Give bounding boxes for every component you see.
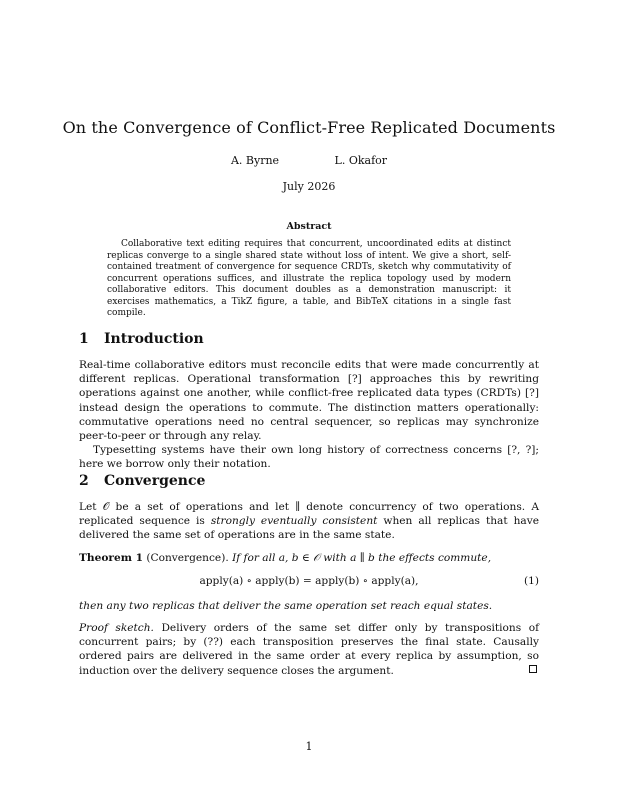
section-number: 1 [79,331,89,347]
section-number: 2 [79,473,89,489]
text-run: when all replicas that have delivered the same set of operations are in the same state. [79,515,539,542]
theorem-conclusion: then any two replicas that deliver the same operation set reach equal states. [79,600,493,612]
paragraph: Typesetting systems have their own long history of correctness concerns [?, ?]; here we borrow only their notation. [79,444,539,471]
paragraph: Real-time collaborative editors must reconcile edits that were made concurrently at different replicas. Operational transformation [?] approaches this by rewriting operations against one another, while conflict-free replicated data types (CRDTs) [?] instead design the operations to commute. The distinction matters operationally: commutative operations need no central sequencer, so replicas may synchronize peer-to-peer or through any relay. [79,359,539,443]
paragraph [79,500,539,543]
author-name: A. Byrne [230,154,280,167]
theorem-label: Theorem 1 [79,552,143,564]
abstract-heading: Abstract [286,221,332,232]
paper-title: On the Convergence of Conflict-Free Replicated Documents [62,118,556,137]
proof-label: Proof sketch. [79,622,154,634]
equation-body: apply(a) ∘ apply(b) = apply(b) ∘ apply(a), [199,575,419,587]
author-name: L. Okafor [334,154,388,167]
theorem-block [79,551,539,565]
abstract-text: Collaborative text editing requires that concurrent, uncoordinated edits at distinct replicas converge to a single shared state without loss of intent. We give a short, self-contained treatment of convergence for sequence CRDTs, sketch why commutativity of concurrent operations suffices, and illustrate the replica topology used by modern collaborative editors. This document doubles as a demonstration manuscript: it exercises mathematics, a TikZ figure, a table, and BibTeX citations in a single fast compile. [107,239,511,318]
section-heading-convergence [79,473,205,489]
section-title: Introduction [104,331,204,347]
convergence-body [79,500,539,543]
theorem-name: (Convergence). [146,552,229,564]
equation-number: (1) [523,575,539,587]
author-list [0,154,618,167]
theorem-statement: If for all a, b ∈ 𝒪 with a ∥ b the effects commute, [232,552,492,564]
proof-text: Delivery orders of the same set differ only by transpositions of concurrent pairs; by (??) each transposition preserves the final state. Causally ordered pairs are delivered in the same order at every replica by assumption, so induction over the delivery sequence closes the argument. [79,622,539,677]
page-number: 1 [305,740,313,753]
section-title: Convergence [104,473,206,489]
proof-block [79,621,539,678]
introduction-body [79,358,539,472]
qed-square-icon [529,665,537,673]
emphasized-term: strongly eventually consistent [210,515,378,528]
section-heading-introduction [79,331,204,347]
paper-date: July 2026 [282,180,336,193]
text-run: Let 𝒪 be a set of operations and let ∥ denote concurrency of two operations. A replicated sequence is [79,501,539,528]
